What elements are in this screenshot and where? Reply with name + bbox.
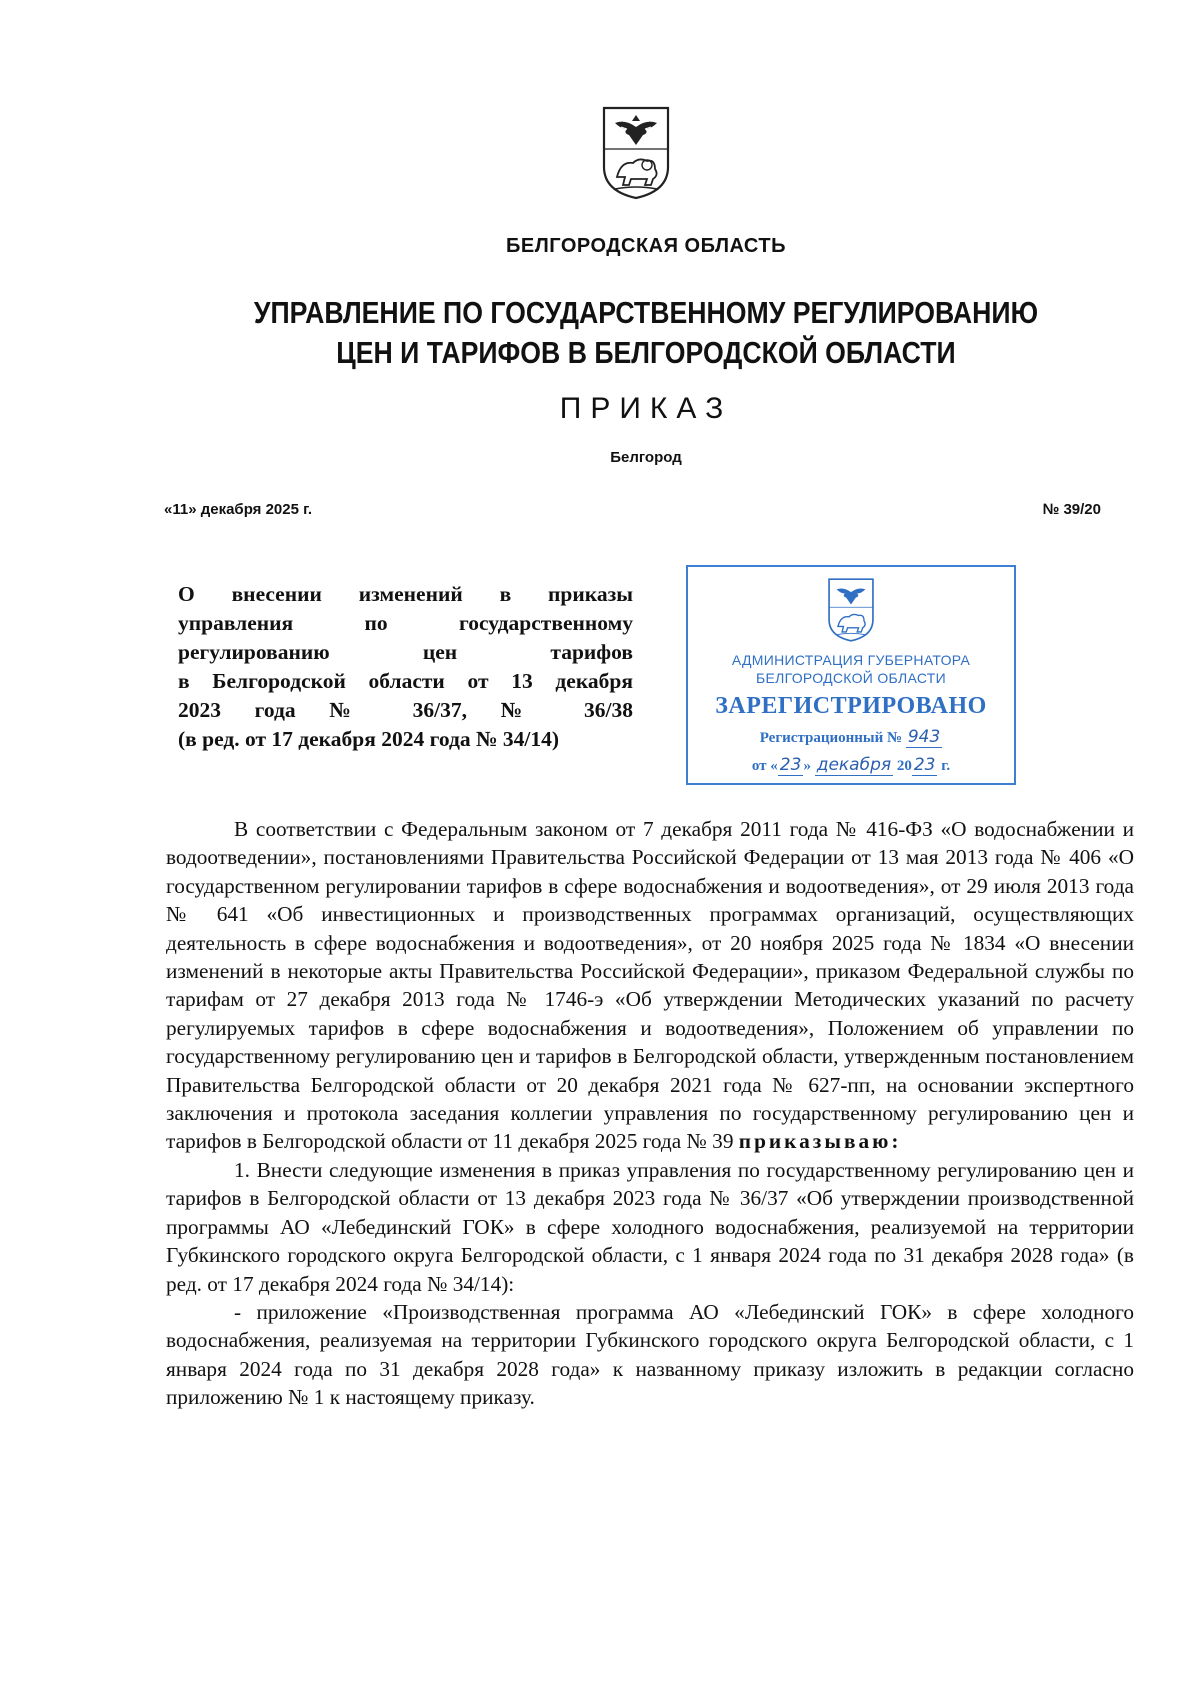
subject-line: в Белгородской области от 13 декабря	[178, 669, 633, 693]
agency-title-line2: ЦЕН И ТАРИФОВ В БЕЛГОРОДСКОЙ ОБЛАСТИ	[336, 335, 956, 370]
subject-line: (в ред. от 17 декабря 2024 года № 34/14)	[178, 727, 560, 751]
subject-line: регулированию цен тарифов	[178, 640, 633, 664]
coat-of-arms-icon	[601, 105, 671, 201]
registration-stamp	[686, 565, 1016, 785]
stamp-date-year-prefix: 20	[896, 758, 912, 774]
stamp-organization	[688, 651, 1014, 687]
stamp-registered-label: ЗАРЕГИСТРИРОВАНО	[715, 693, 987, 719]
city: Белгород	[610, 449, 682, 466]
subject-line: О внесении изменений в приказы	[178, 582, 633, 606]
stamp-date-suffix: г.	[941, 758, 951, 774]
stamp-reg-number: 943	[907, 727, 941, 747]
item-1-subparagraph: - приложение «Производственная программа АО «Лебединский ГОК» в сфере холодного водоснабжения, реализуемая на территории Губкинского городского округа Белгородской области, с 1 января 2024 года по 31 декабря 2028 года» к названному приказу изложить в редакции согласно приложению № 1 к настоящему приказу.	[166, 1299, 1134, 1410]
stamp-date-mid: »	[803, 758, 811, 774]
stamp-coat-of-arms-icon	[827, 577, 875, 643]
stamp-date-year: 23	[913, 755, 936, 775]
order-number: № 39/20	[1042, 501, 1101, 518]
order-word: приказываю:	[738, 1129, 902, 1154]
subject-line: 2023 года № 36/37, № 36/38	[178, 698, 633, 722]
stamp-date-month: декабря	[816, 755, 892, 775]
item-1-paragraph: 1. Внести следующие изменения в приказ управления по государственному регулированию цен и тарифов в Белгородской области от 13 декабря 2023 года № 36/37 «Об утверждении производственной программы АО «Лебединский ГОК» в сфере холодного водоснабжения, реализуемой на территории Губкинского городского округа Белгородской области, с 1 января 2024 года по 31 декабря 2028 года» (в ред. от 17 декабря 2024 года № 34/14):	[166, 1157, 1134, 1296]
agency-title-line1: УПРАВЛЕНИЕ ПО ГОСУДАРСТВЕННОМУ РЕГУЛИРОВАНИЮ	[253, 295, 1039, 330]
stamp-org-line2: БЕЛГОРОДСКОЙ ОБЛАСТИ	[756, 670, 946, 686]
order-subject	[178, 580, 633, 754]
order-body	[166, 815, 1134, 1412]
preamble-text: В соответствии с Федеральным законом от 7 декабря 2011 года № 416-ФЗ «О водоснабжении и водоотведении», постановлениями Правительства Российской Федерации от 13 мая 2013 года № 406 «О государственном регулировании тарифов в сфере водоснабжения и водоотведения», от 29 июля 2013 года № 641 «Об инвестиционных и производственных программах организаций, осуществляющих деятельность в сфере водоснабжения и водоотведения», от 20 ноября 2025 года № 1834 «О внесении изменений в некоторые акты Правительства Российской Федерации», приказом Федеральной службы по тарифам от 27 декабря 2013 года № 1746-э «Об утверждении Методических указаний по расчету регулируемых тарифов в сфере водоснабжения и водоотведения», Положением об управлении по государственному регулированию цен и тарифов в Белгородской области, утвержденным постановлением Правительства Белгородской области от 20 декабря 2021 года № 627-пп, на основании экспертного заключения и протокола заседания коллегии управления по государственному регулированию цен и тарифов в Белгородской области от 11 декабря 2025 года № 39	[166, 817, 1134, 1154]
stamp-date-day: 23	[779, 755, 802, 775]
stamp-reg-number-line	[688, 727, 1014, 747]
document-type: ПРИКАЗ	[559, 392, 733, 425]
stamp-org-line1: АДМИНИСТРАЦИЯ ГУБЕРНАТОРА	[731, 652, 971, 668]
order-date: «11» декабря 2025 г.	[164, 501, 313, 518]
preamble-paragraph	[166, 815, 1134, 1156]
subject-line: управления по государственному	[178, 611, 633, 635]
stamp-reg-label: Регистрационный №	[759, 730, 903, 746]
region-title: БЕЛГОРОДСКАЯ ОБЛАСТЬ	[506, 235, 786, 257]
stamp-date-prefix: от «	[751, 758, 778, 774]
agency-title	[90, 293, 1200, 373]
stamp-date-line	[688, 755, 1014, 775]
